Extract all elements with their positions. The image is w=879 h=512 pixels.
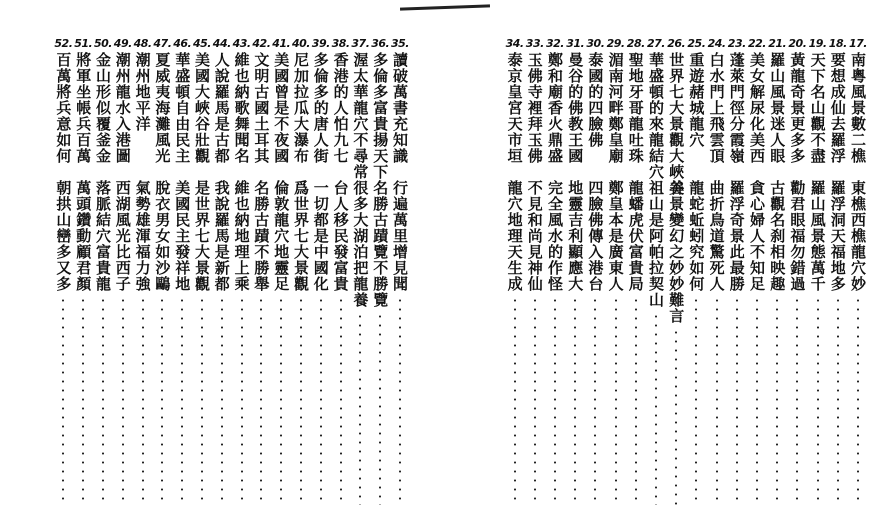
entry-title: 潮州地平洋 [133,52,152,132]
entry-description: 不見和尚見神仙 [525,180,544,292]
entry-title: 南粵風景數二樵 [849,52,867,164]
entry-description: 維也納地理上乘 [232,180,251,292]
entry-description: 美景變幻之妙妙難言 [667,180,686,324]
entry-number: 39. [311,37,330,50]
dot-leader [379,312,381,505]
entry-title: 聖地牙哥龍吐珠 [626,52,645,164]
entry-description: 龍蛇蚯蚓究如何 [687,180,706,292]
dot-leader [181,296,183,505]
entry-number: 26. [667,37,686,50]
entry-number: 34. [505,37,524,50]
toc-entry [311,38,331,505]
toc-entry [133,38,153,505]
entry-number: 43. [232,37,251,50]
toc-entry [686,38,706,505]
entry-description: 倫敦龍穴地靈足 [272,180,291,292]
entry-number: 30. [586,37,605,50]
right-page [450,0,879,512]
toc-entry [73,38,93,505]
entry-description: 羅浮洞天福地多 [828,180,847,292]
entry-number: 20. [788,37,807,50]
toc-entry [291,38,311,505]
toc-entry [93,38,113,505]
dot-leader [280,296,282,505]
entry-title: 重遊赭城龍穴 [687,52,706,148]
dot-leader [655,312,657,505]
dot-leader [615,296,617,505]
toc-entry [848,38,868,505]
entry-number: 27. [647,37,665,50]
toc-entry [370,38,390,505]
entry-title: 泰國的四臉佛 [586,52,605,148]
entry-description: 古觀名刹相映趣 [768,180,787,292]
dot-leader [514,296,516,505]
toc-entry [606,38,626,505]
dot-leader [399,296,401,505]
entry-description: 龍蟠虎伏富貴局 [626,180,645,292]
entry-title: 泰京皇宮天市垣 [505,52,524,164]
dot-leader [716,296,718,505]
toc-entry [585,38,605,505]
dot-leader [102,296,104,505]
entry-description: 很多大湖泊把龍養 [351,180,370,308]
entry-title: 華盛頓自由民主 [173,52,192,164]
entry-title: 潮州龍水入港圖 [113,52,132,164]
entry-description: 羅山風景態萬千 [808,180,827,292]
entry-number: 18. [828,37,847,50]
dot-leader [260,296,262,505]
entry-number: 32. [546,37,564,50]
entry-description: 貪心婦人不知足 [748,180,766,292]
entry-description: 落脈結穴富貴龍 [94,180,112,292]
entry-title: 美國大峽谷壯觀 [193,52,211,164]
entry-number: 17. [849,37,867,50]
entry-number: 51. [74,37,93,50]
entry-description: 是世界七大景觀 [193,180,211,292]
entry-title: 香港的人怕九七 [331,52,350,164]
dot-leader [201,296,203,505]
dot-leader [817,296,819,505]
toc-entry [646,38,666,505]
entry-title: 多倫多富貴揚天下 [371,52,390,180]
dot-leader [756,296,758,505]
toc-entry [350,38,370,505]
left-page [0,0,420,512]
entry-description: 地靈吉利顯應大 [566,180,585,292]
entry-title: 玉佛寺裡拜玉佛 [525,52,544,164]
toc-entry [390,38,410,505]
dot-leader [736,296,738,505]
entry-title: 蓬萊門徑分霞嶺 [727,52,746,164]
dot-leader [534,296,536,505]
dot-leader [837,296,839,505]
dot-leader [340,296,342,505]
toc-entry [271,38,291,505]
entry-title: 要想成仙去羅浮 [828,52,847,164]
entry-title: 曼谷的佛教王國 [566,52,585,164]
entry-title: 尼加拉瓜大瀑布 [292,52,310,164]
dot-leader [695,296,697,505]
entry-description: 爲世界七大景觀 [292,180,310,292]
entry-description: 鄭皇本是廣東人 [606,180,625,292]
entry-number: 46. [173,37,192,50]
entry-number: 40. [292,37,310,50]
toc-entry [113,38,133,505]
entry-number: 25. [687,37,706,50]
toc-entry [626,38,646,505]
entry-number: 45. [193,37,211,50]
toc-entry [525,38,545,505]
entry-title: 百萬將兵意如何 [54,52,73,164]
entry-number: 44. [212,37,231,50]
toc-entry [808,38,828,505]
entry-title: 美國曾是不夜國 [272,52,291,164]
entry-number: 49. [113,37,132,50]
entry-title: 渥太華龍穴不尋常 [351,52,370,180]
entry-number: 28. [626,37,645,50]
toc-entry [787,38,807,505]
entry-description: 龍穴地理天生成 [505,180,524,292]
entry-description: 脫衣男女如沙鷗 [153,180,172,292]
entry-description: 名勝古蹟覽不勝覽 [371,180,390,308]
entry-title: 羅山風景迷人眼 [768,52,787,164]
entry-title: 天下名山觀不盡 [808,52,827,164]
entry-number: 21. [768,37,787,50]
dot-leader [62,296,64,505]
entry-title: 金山形似覆釜金 [94,52,112,164]
entry-number: 41. [272,37,291,50]
entry-title: 將軍坐帳兵百萬 [74,52,93,164]
entry-title: 美女解尿化美西 [748,52,766,164]
dot-leader [161,296,163,505]
entry-description: 氣勢雄渾福力強 [133,180,152,292]
entry-number: 42. [252,37,271,50]
entry-number: 52. [54,37,73,50]
toc-entry [172,38,192,505]
entry-title: 文明古國土耳其 [252,52,271,164]
dot-leader [359,312,361,505]
entry-title: 白水門上飛雲頂 [707,52,726,164]
dot-leader [574,296,576,505]
entry-description: 萬頭鑽動顧君顏 [74,180,93,292]
entry-title: 讀破萬書充知識 [391,52,409,164]
entry-description: 朝拱山巒多又多 [54,180,73,292]
toc-entry [192,38,212,505]
entry-title: 黃龍奇景更多多 [788,52,807,164]
dot-leader [675,328,677,505]
dot-leader [82,296,84,505]
entry-number: 19. [808,37,827,50]
dot-leader [221,296,223,505]
toc-entry [767,38,787,505]
entry-number: 37. [351,37,370,50]
dot-leader [776,296,778,505]
entry-description: 我說羅馬是新都 [212,180,231,292]
dot-leader [300,296,302,505]
toc-entry [727,38,747,505]
entry-description: 完全風水的作怪 [546,180,564,292]
dot-leader [796,296,798,505]
entry-number: 24. [707,37,726,50]
entry-title: 華盛頓的來龍結穴 [647,52,665,180]
entry-description: 羅浮奇景此最勝 [727,180,746,292]
entry-title: 世界七大景觀大峽谷 [667,52,686,196]
entry-number: 23. [727,37,746,50]
toc-entry [232,38,252,505]
entry-description: 行遍萬里增見聞 [391,180,409,292]
entry-title: 維也納歌舞聞名 [232,52,251,164]
entry-number: 47. [153,37,172,50]
toc-entry [747,38,767,505]
dot-leader [635,296,637,505]
toc-entry [152,38,172,505]
toc-entry [828,38,848,505]
entry-description: 台人移民發富貴 [331,180,350,292]
entry-title: 夏威夷海灘風光 [153,52,172,164]
dot-leader [122,296,124,505]
entry-description: 四臉佛傳入港台 [586,180,605,292]
dot-leader [320,296,322,505]
entry-number: 33. [525,37,544,50]
entry-description: 祖山是阿帕拉契山 [647,180,665,308]
toc-entry [212,38,232,505]
entry-description: 東樵西樵龍穴妙 [849,180,867,292]
entry-title: 多倫多的唐人街 [311,52,330,164]
entry-title: 鄭和廟香火鼎盛 [546,52,564,164]
dot-leader [241,296,243,505]
entry-description: 西湖風光比西子 [113,180,132,292]
toc-entry [331,38,351,505]
dot-leader [554,296,556,505]
entry-number: 50. [94,37,112,50]
toc-entry [53,38,73,505]
toc-entry [505,38,525,505]
toc-entry [707,38,727,505]
entry-number: 22. [748,37,766,50]
entry-number: 38. [331,37,350,50]
dot-leader [142,296,144,505]
entry-number: 35. [391,37,409,50]
toc-entry [545,38,565,505]
entry-description: 一切都是中國化 [311,180,330,292]
entry-number: 29. [606,37,625,50]
entry-description: 曲折鳥道驚死人 [707,180,726,292]
entry-description: 勸君眼福勿錯過 [788,180,807,292]
toc-entry [666,38,686,505]
entry-number: 31. [566,37,585,50]
dot-leader [857,296,859,505]
entry-description: 名勝古蹟不勝舉 [252,180,271,292]
toc-entry [251,38,271,505]
entry-description: 美國民主發祥地 [173,180,192,292]
entry-title: 湄南河畔鄭皇廟 [606,52,625,164]
toc-entry [565,38,585,505]
entry-number: 36. [371,37,390,50]
dot-leader [594,296,596,505]
entry-number: 48. [133,37,152,50]
entry-title: 人說羅馬是古都 [212,52,231,164]
